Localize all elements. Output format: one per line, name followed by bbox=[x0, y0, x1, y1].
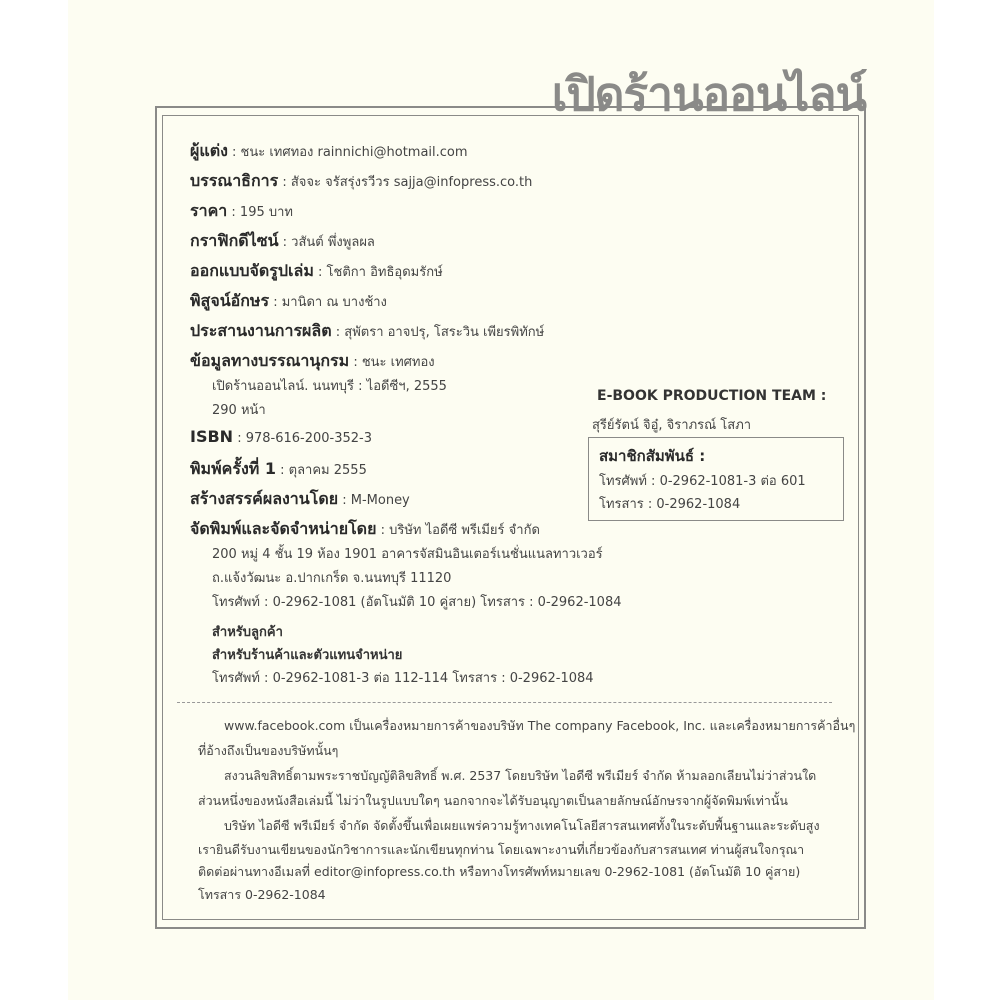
note-line: ติดต่อผ่านทางอีเมลที่ editor@infopress.co.th หรือทางโทรศัพท์หมายเลข 0-2962-1081 (อัตโนมัติ 10 คู่สาย) bbox=[198, 864, 801, 879]
credit-label: พิสูจน์อักษร bbox=[190, 291, 270, 310]
credit-value: : โชติกา อิทธิอุดมรักษ์ bbox=[318, 265, 443, 280]
publisher-address-2: ถ.แจ้งวัฒนะ อ.ปากเกร็ด จ.นนทบุรี 11120 bbox=[212, 571, 452, 586]
catalog-line-2: เปิดร้านออนไลน์. นนทบุรี : ไอดีซีฯ, 2555 bbox=[212, 379, 447, 394]
credit-author bbox=[190, 139, 468, 164]
credit-value: : ชนะ เทศทอง rainnichi@hotmail.com bbox=[232, 145, 468, 160]
credit-label: จัดพิมพ์และจัดจำหน่ายโดย bbox=[190, 519, 377, 538]
credit-value: : ชนะ เทศทอง bbox=[353, 355, 435, 370]
note-line: โทรสาร 0-2962-1084 bbox=[198, 887, 326, 902]
member-title: สมาชิกสัมพันธ์ : bbox=[599, 447, 706, 465]
credit-label: บรรณาธิการ bbox=[190, 171, 279, 190]
credit-proof bbox=[190, 289, 387, 314]
note-line: บริษัท ไอดีซี พรีเมียร์ จำกัด จัดตั้งขึ้นเพื่อเผยแพร่ความรู้ทางเทคโนโลยีสารสนเทศทั้งในระดับพื้นฐานและระดับสูง bbox=[224, 818, 820, 833]
dealers-heading: สำหรับร้านค้าและตัวแทนจำหน่าย bbox=[212, 648, 403, 663]
credit-value: : สัจจะ จรัสรุ่งรวีวร sajja@infopress.co.th bbox=[282, 175, 533, 190]
note-line: สงวนลิขสิทธิ์ตามพระราชบัญญัติลิขสิทธิ์ พ.ศ. 2537 โดยบริษัท ไอดีซี พรีเมียร์ จำกัด ห้ามลอกเลียนไม่ว่าส่วนใด bbox=[224, 768, 817, 783]
note-line: เรายินดีรับงานเขียนของนักวิชาการและนักเขียนทุกท่าน โดยเฉพาะงานที่เกี่ยวข้องกับสารสนเทศ ท่านผู้สนใจกรุณา bbox=[198, 842, 805, 857]
credit-price bbox=[190, 199, 293, 224]
customers-heading: สำหรับลูกค้า bbox=[212, 625, 283, 640]
publisher-address-1: 200 หมู่ 4 ชั้น 19 ห้อง 1901 อาคารจัสมินอินเตอร์เนชั่นแนลทาวเวอร์ bbox=[212, 547, 603, 562]
credit-value: : บริษัท ไอดีซี พรีเมียร์ จำกัด bbox=[380, 523, 540, 538]
credit-editor bbox=[190, 169, 532, 194]
book-title: เปิดร้านออนไลน์ bbox=[551, 67, 866, 121]
customers-phone: โทรศัพท์ : 0-2962-1081-3 ต่อ 112-114 โทรสาร : 0-2962-1084 bbox=[212, 671, 594, 686]
credit-graphic bbox=[190, 229, 375, 254]
credit-value: : M-Money bbox=[342, 493, 410, 508]
dashed-divider bbox=[177, 702, 832, 703]
credit-production bbox=[190, 319, 544, 344]
credit-label: สร้างสรรค์ผลงานโดย bbox=[190, 489, 339, 508]
credit-value: : 195 บาท bbox=[231, 205, 293, 220]
note-line: www.facebook.com เป็นเครื่องหมายการค้าของบริษัท The company Facebook, Inc. และเครื่องหมายการค้าอื่นๆ bbox=[224, 718, 856, 733]
credit-label: ประสานงานการผลิต bbox=[190, 321, 332, 340]
credit-creator bbox=[190, 487, 410, 512]
credit-publisher bbox=[190, 517, 540, 542]
credit-layout bbox=[190, 259, 443, 284]
credit-label: ผู้แต่ง bbox=[190, 141, 228, 160]
credit-label: กราฟิกดีไซน์ bbox=[190, 231, 279, 250]
credit-label: ราคา bbox=[190, 201, 228, 220]
credit-value: : ตุลาคม 2555 bbox=[280, 463, 367, 478]
credit-value: : วสันต์ พึ่งพูลผล bbox=[282, 235, 375, 250]
member-fax: โทรสาร : 0-2962-1084 bbox=[599, 497, 741, 512]
credit-label: ข้อมูลทางบรรณานุกรม bbox=[190, 351, 350, 370]
member-phone: โทรศัพท์ : 0-2962-1081-3 ต่อ 601 bbox=[599, 474, 806, 489]
ebook-team-names: สุรีย์รัตน์ จิอู๋, จิราภรณ์ โสภา bbox=[592, 418, 752, 433]
credit-value: : 978-616-200-352-3 bbox=[237, 431, 373, 446]
credit-catalog bbox=[190, 349, 435, 374]
credit-label: พิมพ์ครั้งที่ 1 bbox=[190, 459, 276, 478]
credit-label: ออกแบบจัดรูปเล่ม bbox=[190, 261, 314, 280]
catalog-line-3: 290 หน้า bbox=[212, 403, 266, 418]
credit-value: : สุพัตรา อาจปรุ, โสระวิน เพียรพิทักษ์ bbox=[335, 325, 545, 340]
credit-label: ISBN bbox=[190, 427, 234, 446]
ebook-team-title: E-BOOK PRODUCTION TEAM : bbox=[597, 388, 827, 404]
credit-edition bbox=[190, 457, 367, 482]
publisher-phone: โทรศัพท์ : 0-2962-1081 (อัตโนมัติ 10 คู่สาย) โทรสาร : 0-2962-1084 bbox=[212, 595, 622, 610]
note-line: ส่วนหนึ่งของหนังสือเล่มนี้ ไม่ว่าในรูปแบบใดๆ นอกจากจะได้รับอนุญาตเป็นลายลักษณ์อักษรจากผู้จัดพิมพ์เท่านั้น bbox=[198, 793, 788, 808]
note-line: ที่อ้างถึงเป็นของบริษัทนั้นๆ bbox=[198, 743, 339, 758]
credit-isbn bbox=[190, 427, 372, 446]
credit-value: : มานิดา ณ บางช้าง bbox=[273, 295, 387, 310]
